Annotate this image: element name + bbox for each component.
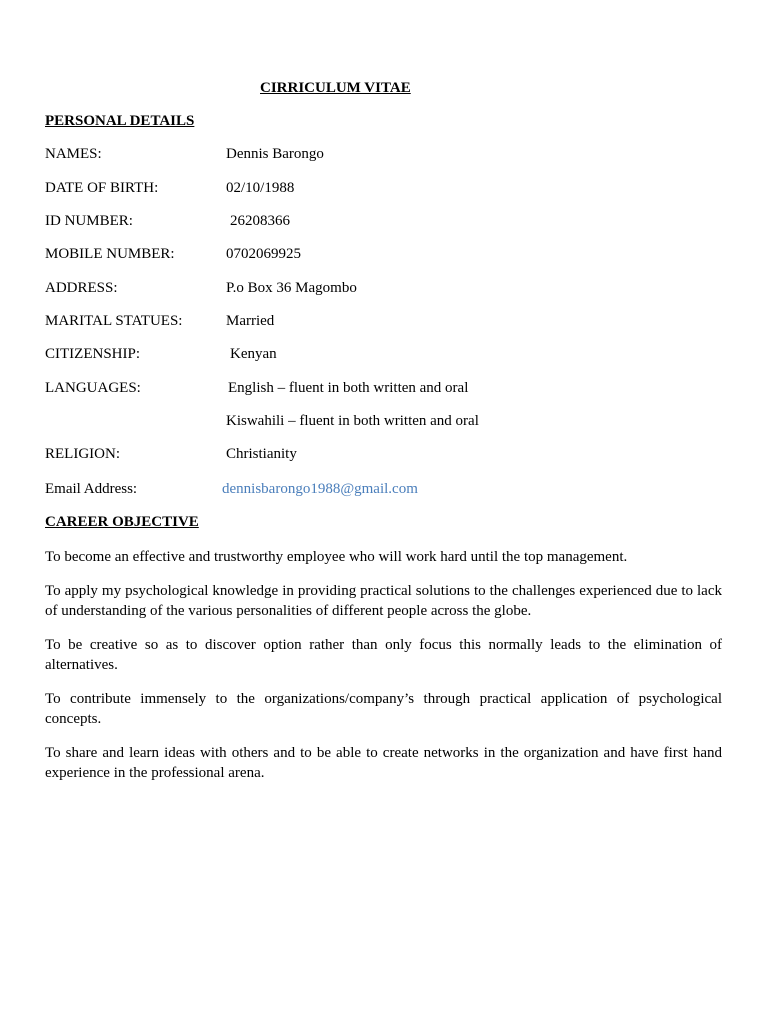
detail-label: MARITAL STATUES: xyxy=(45,313,183,329)
objective-paragraph: To be creative so as to discover option rather than only focus this normally leads to the elimination of alternatives. xyxy=(45,637,722,673)
objective-paragraph: To apply my psychological knowledge in providing practical solutions to the challenges experienced due to lack of understanding of the various personalities of different people across the globe. xyxy=(45,583,722,619)
detail-row-languages-continued xyxy=(45,413,725,433)
detail-row-email xyxy=(45,481,725,501)
detail-label: RELIGION: xyxy=(45,446,120,462)
detail-value: English – fluent in both written and oral xyxy=(228,380,469,396)
detail-value: 26208366 xyxy=(230,213,290,229)
detail-value: 0702069925 xyxy=(226,246,301,262)
detail-row-address xyxy=(45,280,725,300)
detail-label: ID NUMBER: xyxy=(45,213,133,229)
detail-row-languages xyxy=(45,380,725,400)
objective-paragraph: To contribute immensely to the organizations/company’s through practical application of psychological concepts. xyxy=(45,691,722,727)
detail-value: P.o Box 36 Magombo xyxy=(226,280,357,296)
detail-label: CITIZENSHIP: xyxy=(45,346,140,362)
document-title: CIRRICULUM VITAE xyxy=(260,80,411,96)
email-link[interactable]: dennisbarongo1988@gmail.com xyxy=(222,481,418,497)
career-objective-heading: CAREER OBJECTIVE xyxy=(45,514,199,530)
detail-label: LANGUAGES: xyxy=(45,380,141,396)
detail-value: Dennis Barongo xyxy=(226,146,324,162)
detail-label: ADDRESS: xyxy=(45,280,118,296)
detail-value: 02/10/1988 xyxy=(226,180,295,196)
detail-row-id-number xyxy=(45,213,725,233)
personal-details-heading: PERSONAL DETAILS xyxy=(45,113,195,129)
detail-value: Kiswahili – fluent in both written and oral xyxy=(226,413,479,429)
detail-row-religion xyxy=(45,446,725,466)
detail-label: Email Address: xyxy=(45,481,138,497)
detail-label: MOBILE NUMBER: xyxy=(45,246,175,262)
detail-label: DATE OF BIRTH: xyxy=(45,180,159,196)
detail-row-citizenship xyxy=(45,346,725,366)
objective-paragraph: To share and learn ideas with others and to be able to create networks in the organization and have first hand experience in the professional arena. xyxy=(45,745,722,781)
detail-row-mobile-number xyxy=(45,246,725,266)
detail-value: Married xyxy=(226,313,275,329)
detail-row-date-of-birth xyxy=(45,180,725,200)
detail-value: Kenyan xyxy=(230,346,277,362)
detail-row-names xyxy=(45,146,725,166)
detail-value: Christianity xyxy=(226,446,297,462)
detail-label: NAMES: xyxy=(45,146,102,162)
objective-paragraph: To become an effective and trustworthy employee who will work hard until the top management. xyxy=(45,549,628,565)
detail-row-marital-status xyxy=(45,313,725,333)
